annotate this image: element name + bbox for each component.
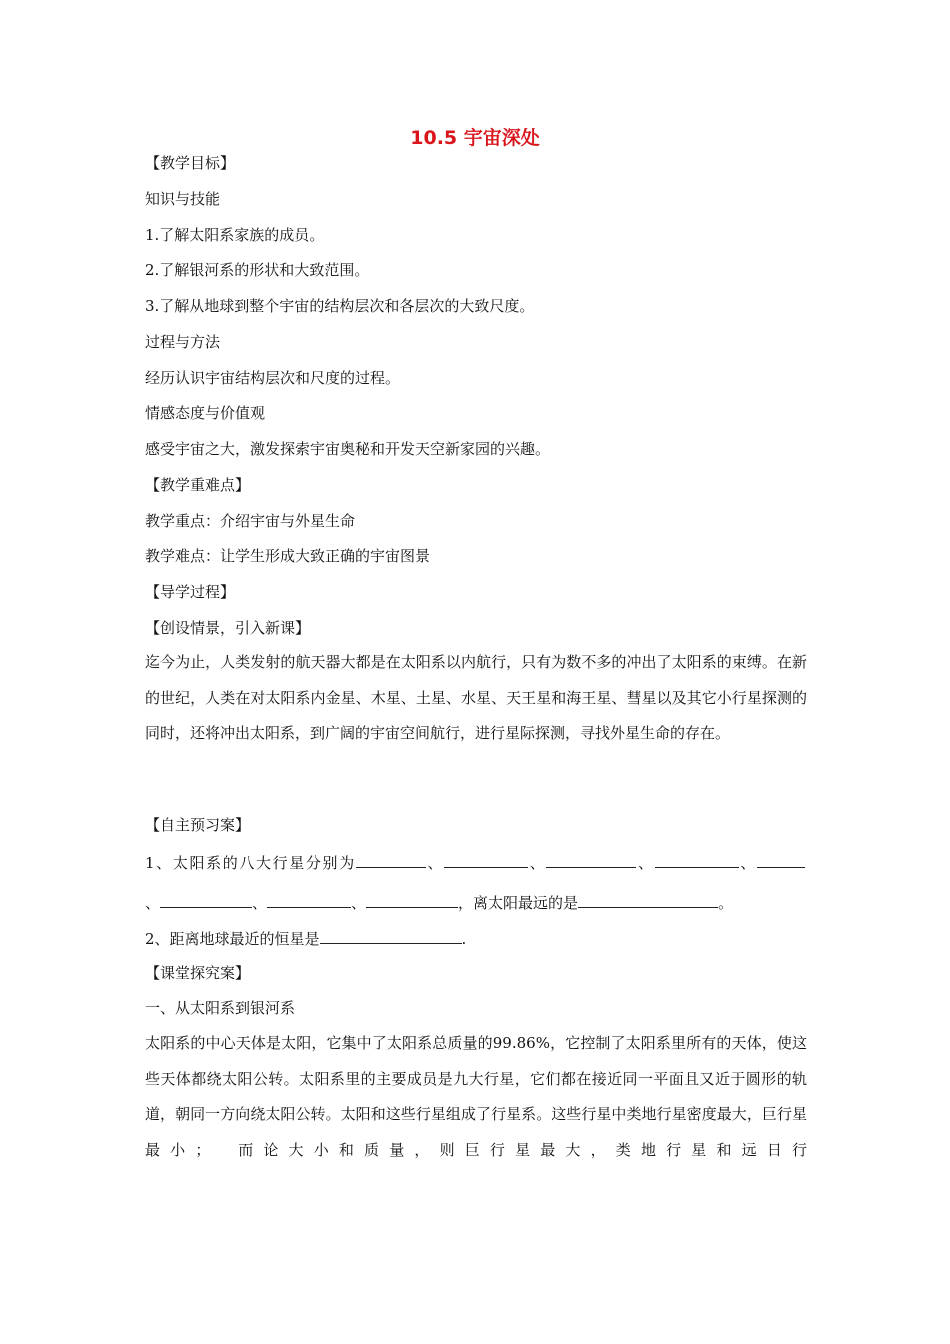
knowledge-item-2: 2.了解银河系的形状和大致范围。 — [145, 261, 370, 279]
question-1-mid: ，离太阳最远的是 — [458, 894, 579, 912]
knowledge-heading: 知识与技能 — [145, 190, 221, 208]
key-focus: 教学重点：介绍宇宙与外星生命 — [145, 512, 356, 530]
answer-blank[interactable] — [757, 851, 805, 868]
question-1-line-2 — [145, 891, 810, 913]
answer-blank-nearest-star[interactable] — [320, 927, 462, 944]
answer-blank[interactable] — [267, 891, 351, 908]
section-1-heading: 一、从太阳系到银河系 — [145, 999, 296, 1017]
answer-blank[interactable] — [356, 851, 426, 868]
question-2-end: . — [461, 930, 467, 948]
question-1-line-1 — [145, 851, 805, 873]
answer-blank[interactable] — [160, 891, 252, 908]
knowledge-item-1: 1.了解太阳系家族的成员。 — [145, 226, 325, 244]
intro-heading: 【创设情景，引入新课】 — [145, 619, 311, 637]
explore-heading: 【课堂探究案】 — [145, 964, 251, 982]
answer-blank-farthest[interactable] — [578, 891, 718, 908]
preview-heading: 【自主预习案】 — [145, 816, 251, 834]
answer-blank[interactable] — [444, 851, 528, 868]
process-text: 经历认识宇宙结构层次和尺度的过程。 — [145, 369, 401, 387]
guide-heading: 【导学过程】 — [145, 583, 236, 601]
answer-blank[interactable] — [366, 891, 458, 908]
answer-blank[interactable] — [546, 851, 636, 868]
question-2 — [145, 927, 810, 949]
emotion-heading: 情感态度与价值观 — [145, 404, 266, 422]
separator: 、 — [145, 894, 161, 912]
page-title: 10.5 宇宙深处 — [410, 127, 540, 149]
separator: 、 — [351, 894, 367, 912]
question-1-end: 。 — [718, 894, 734, 912]
separator: 、 — [252, 894, 268, 912]
question-2-prefix: 2、距离地球最近的恒星是 — [145, 930, 320, 948]
separator: 、 — [738, 854, 757, 872]
separator: 、 — [636, 854, 655, 872]
answer-blank[interactable] — [655, 851, 739, 868]
separator: 、 — [528, 854, 547, 872]
key-difficulty: 教学难点：让学生形成大致正确的宇宙图景 — [145, 547, 431, 565]
objectives-heading: 【教学目标】 — [145, 154, 236, 172]
separator: 、 — [425, 854, 445, 872]
section-1-paragraph: 太阳系的中心天体是太阳，它集中了太阳系总质量的99.86%，它控制了太阳系里所有的天体，使这些天体都绕太阳公转。太阳系里的主要成员是九大行星，它们都在接近同一平面且又近于圆形的轨道，朝同一方向绕太阳公转。太阳和这些行星组成了行星系。这些行星中类地行星密度最大，巨行星最小； 而论大小和质量，则巨行星最大，类地行星和远日行 — [145, 1034, 807, 1160]
knowledge-item-3: 3.了解从地球到整个宇宙的结构层次和各层次的大致尺度。 — [145, 297, 535, 315]
emotion-text: 感受宇宙之大，激发探索宇宙奥秘和开发天空新家园的兴趣。 — [145, 440, 551, 458]
key-points-heading: 【教学重难点】 — [145, 476, 251, 494]
intro-paragraph: 迄今为止，人类发射的航天器大都是在太阳系以内航行，只有为数不多的冲出了太阳系的束缚。在新的世纪，人类在对太阳系内金星、木星、土星、水星、天王星和海王星、彗星以及其它小行星探测的同时，还将冲出太阳系，到广阔的宇宙空间航行，进行星际探测，寻找外星生命的存在。 — [145, 653, 807, 743]
question-1-prefix: 1、太阳系的八大行星分别为 — [145, 854, 356, 872]
process-heading: 过程与方法 — [145, 333, 221, 351]
